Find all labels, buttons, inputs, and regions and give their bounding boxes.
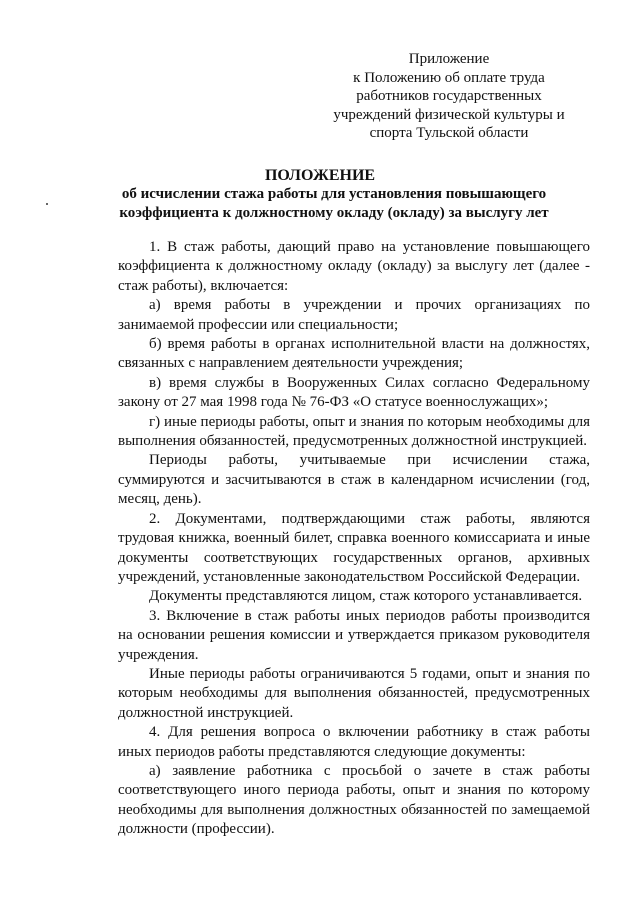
paragraph: Иные периоды работы ограничиваются 5 годами, опыт и знания по которым необходимы для выполнения обязанностей, предусмотренных должностной инструкцией. bbox=[118, 665, 590, 721]
paragraph: 2. Документами, подтверждающими стаж работы, являются трудовая книжка, военный билет, справка военного комиссариата и иные документы соответствующих государственных органов, архивных учреждений, установленные законодательством Российской Федерации. bbox=[118, 510, 590, 585]
paragraph: б) время работы в органах исполнительной власти на должностях, связанных с направлением деятельности учреждения; bbox=[118, 336, 590, 372]
appendix-line: Приложение bbox=[408, 51, 490, 67]
paragraph: а) заявление работника с просьбой о зачете в стаж работы соответствующего иного периода работы, опыт и знания по которому необходимы для выполнения должностных обязанностей по замещаемой должности (профессии). bbox=[118, 762, 590, 838]
paragraph: в) время службы в Вооруженных Силах согласно Федеральному закону от 27 мая 1998 года № 76-ФЗ «О статусе военнослужащих»; bbox=[118, 374, 590, 411]
paragraph: г) иные периоды работы, опыт и знания по которым необходимы для выполнения обязанностей, предусмотренных должностной инструкцией. bbox=[118, 413, 590, 450]
paragraph: а) время работы в учреждении и прочих организациях по занимаемой профессии или специальности; bbox=[118, 297, 590, 333]
appendix-line: спорта Тульской области bbox=[369, 125, 529, 141]
appendix-line: к Положению об оплате труда bbox=[353, 69, 545, 86]
document-body bbox=[118, 238, 590, 840]
document-title: ПОЛОЖЕНИЕ bbox=[264, 167, 376, 184]
subtitle-line: коэффициента к должностному окладу (окладу) за выслугу лет bbox=[119, 205, 549, 221]
appendix-line: учреждений физической культуры и bbox=[333, 106, 565, 123]
subtitle-line: об исчислении стажа работы для установления повышающего bbox=[121, 186, 547, 202]
paragraph: Периоды работы, учитываемые при исчислении стажа, суммируются и засчитываются в стаж в календарном исчислении (год, месяц, день). bbox=[118, 452, 590, 508]
paragraph: 3. Включение в стаж работы иных периодов работы производится на основании решения комиссии и утверждается приказом руководителя учреждения. bbox=[118, 607, 590, 663]
scan-speck bbox=[46, 203, 48, 205]
appendix-line: работников государственных bbox=[356, 88, 542, 104]
paragraph: 4. Для решения вопроса о включении работнику в стаж работы иных периодов работы представляются следующие документы: bbox=[118, 724, 590, 760]
document-subtitle bbox=[94, 185, 574, 223]
paragraph: Документы представляются лицом, стаж которого устанавливается. bbox=[149, 588, 583, 605]
appendix-note bbox=[318, 50, 580, 143]
paragraph: 1. В стаж работы, дающий право на установление повышающего коэффициента к должностному окладу (окладу) за выслугу лет (далее - стаж работы), включается: bbox=[118, 239, 590, 294]
